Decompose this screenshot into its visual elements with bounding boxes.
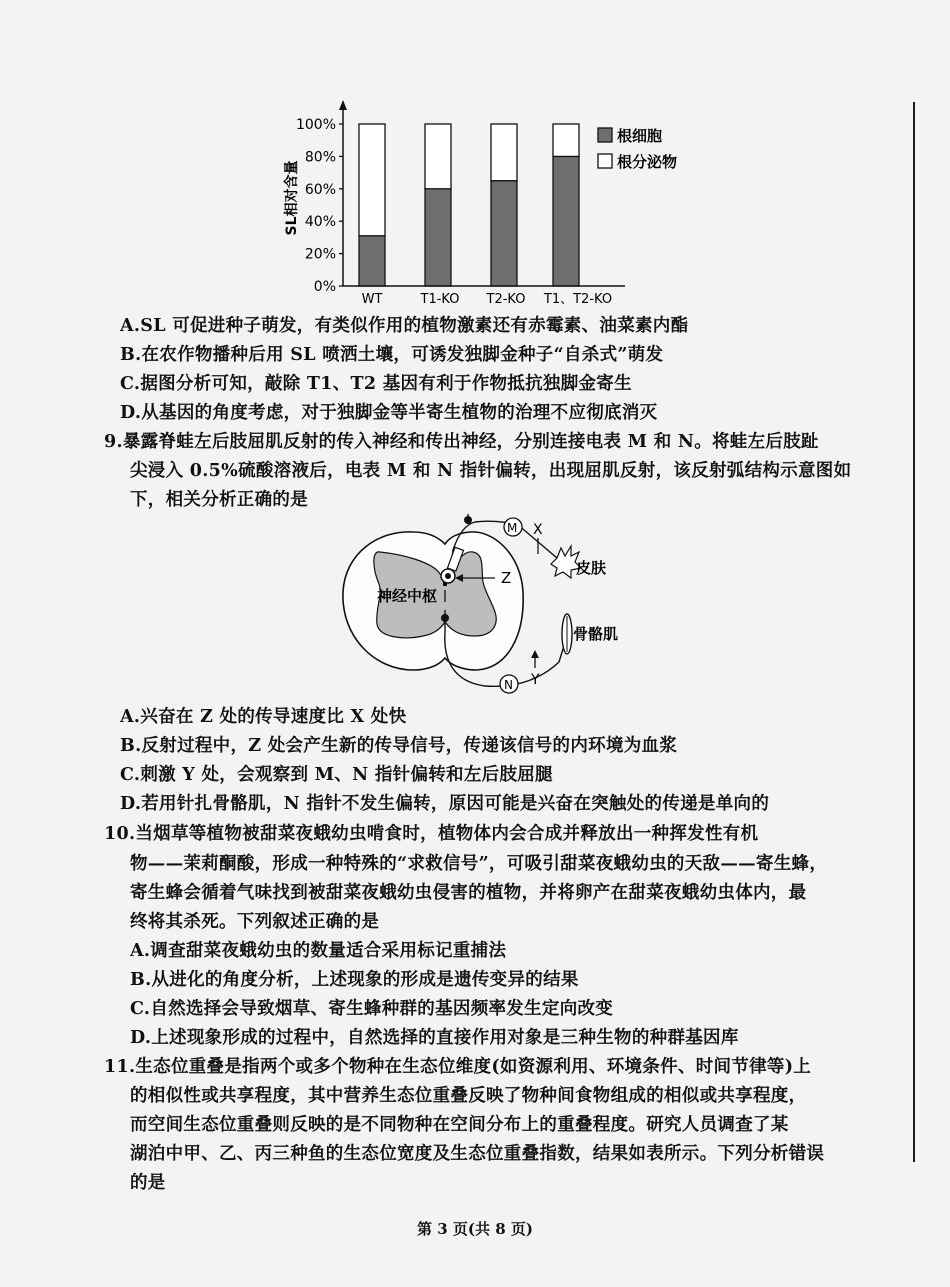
label-x: X: [533, 522, 543, 538]
x-category-label: T1-KO: [420, 292, 460, 307]
q9-stem-line: 下，相关分析正确的是: [130, 490, 308, 510]
neural-center-label: 神经中枢: [377, 587, 438, 605]
bar-segment-root-cell: [553, 156, 579, 286]
q9-option-c: C.刺激 Y 处，会观察到 M、N 指针偏转和左后肢屈腿: [120, 765, 553, 785]
meter-n-label: N: [504, 678, 513, 692]
x-category-label: T2-KO: [486, 292, 526, 307]
y-tick-label: 100%: [295, 117, 336, 133]
sl-stacked-bar-chart: [280, 98, 700, 310]
x-category-label: T1、T2-KO: [543, 292, 613, 307]
q9-option-d: D.若用针扎骨骼肌，N 指针不发生偏转，原因可能是兴奋在突触处的传递是单向的: [120, 794, 770, 814]
x-category-label: WT: [361, 292, 383, 307]
dorsal-root-ganglion-icon: [464, 516, 472, 524]
q9-option-a: A.兴奋在 Z 处的传导速度比 X 处快: [120, 707, 407, 727]
page-margin-line: [913, 102, 915, 1162]
q11-stem-line: 湖泊中甲、乙、丙三种鱼的生态位宽度及生态位重叠指数，结果如表所示。下列分析错误: [130, 1144, 825, 1164]
q11-stem-line: 11.生态位重叠是指两个或多个物种在生态位维度(如资源利用、环境条件、时间节律等)上: [104, 1057, 812, 1077]
bar-segment-root-cell: [491, 181, 517, 286]
bar-segment-root-cell: [425, 189, 451, 286]
label-z: Z: [501, 569, 512, 587]
chart-legend: [598, 127, 677, 171]
label-y: Y: [531, 672, 540, 688]
bar-segment-root-exudate: [359, 124, 385, 236]
y-tick-label: 0%: [313, 279, 336, 295]
q11-stem-line: 而空间生态位重叠则反映的是不同物种在空间分布上的重叠程度。研究人员调查了某: [130, 1115, 789, 1135]
motor-neuron-icon: [441, 614, 449, 622]
q10-option-c: C.自然选择会导致烟草、寄生蜂种群的基因频率发生定向改变: [130, 999, 614, 1019]
meter-m-label: M: [507, 521, 518, 535]
q10-stem-line: 寄生蜂会循着气味找到被甜菜夜蛾幼虫侵害的植物，并将卵产在甜菜夜蛾幼虫体内，最: [130, 883, 807, 903]
q8-option-c: C.据图分析可知，敲除 T1、T2 基因有利于作物抵抗独脚金寄生: [120, 374, 632, 394]
synapse-z-core-icon: [445, 573, 451, 579]
q11-stem-line: 的相似性或共享程度，其中营养生态位重叠反映了物种间食物组成的相似或共享程度，: [130, 1086, 807, 1106]
q9-stem-line: 9.暴露脊蛙左后肢屈肌反射的传入神经和传出神经，分别连接电表 M 和 N。将蛙左后肢趾: [104, 432, 819, 452]
legend-swatch: [598, 154, 612, 168]
bar-segment-root-exudate: [491, 124, 517, 181]
y-tick-label: 60%: [304, 181, 336, 198]
q10-option-a: A.调查甜菜夜蛾幼虫的数量适合采用标记重捕法: [130, 941, 507, 961]
q10-option-b: B.从进化的角度分析，上述现象的形成是遗传变异的结果: [130, 970, 579, 990]
y-axis-label: SL相对含量: [284, 160, 300, 236]
q9-stem-line: 尖浸入 0.5%硫酸溶液后，电表 M 和 N 指针偏转，出现屈肌反射，该反射弧结构示意图如: [130, 461, 852, 481]
q11-stem-line: 的是: [130, 1173, 166, 1193]
q8-option-d: D.从基因的角度考虑，对于独脚金等半寄生植物的治理不应彻底消灭: [120, 403, 658, 423]
legend-swatch: [598, 128, 612, 142]
legend-label: 根细胞: [617, 127, 663, 145]
q8-option-b: B.在农作物播种后用 SL 喷洒土壤，可诱发独脚金种子“自杀式”萌发: [120, 345, 664, 365]
y-tick-label: 80%: [304, 149, 336, 166]
reflex-arc-diagram: [335, 512, 635, 697]
legend-label: 根分泌物: [617, 153, 678, 171]
bar-segment-root-cell: [359, 236, 385, 286]
bar-segment-root-exudate: [425, 124, 451, 189]
y-tick-label: 40%: [304, 214, 336, 231]
q8-option-a: A.SL 可促进种子萌发，有类似作用的植物激素还有赤霉素、油菜素内酯: [120, 316, 689, 336]
y-arrow-icon: [531, 650, 539, 658]
muscle-label: 骨骼肌: [573, 625, 619, 643]
q9-option-b: B.反射过程中，Z 处会产生新的传导信号，传递该信号的内环境为血浆: [120, 736, 678, 756]
q10-option-d: D.上述现象形成的过程中，自然选择的直接作用对象是三种生物的种群基因库: [130, 1028, 739, 1048]
q10-stem-line: 10.当烟草等植物被甜菜夜蛾幼虫啃食时，植物体内会合成并释放出一种挥发性有机: [104, 824, 759, 844]
y-tick-label: 20%: [304, 246, 336, 263]
page-footer: 第 3 页(共 8 页): [417, 1220, 533, 1238]
q10-stem-line: 终将其杀死。下列叙述正确的是: [130, 912, 380, 932]
y-axis-arrow-icon: [339, 100, 347, 110]
q10-stem-line: 物——茉莉酮酸，形成一种特殊的“求救信号”，可吸引甜菜夜蛾幼虫的天敌——寄生蜂，: [130, 854, 828, 874]
skin-label: 皮肤: [576, 559, 607, 577]
bar-segment-root-exudate: [553, 124, 579, 156]
